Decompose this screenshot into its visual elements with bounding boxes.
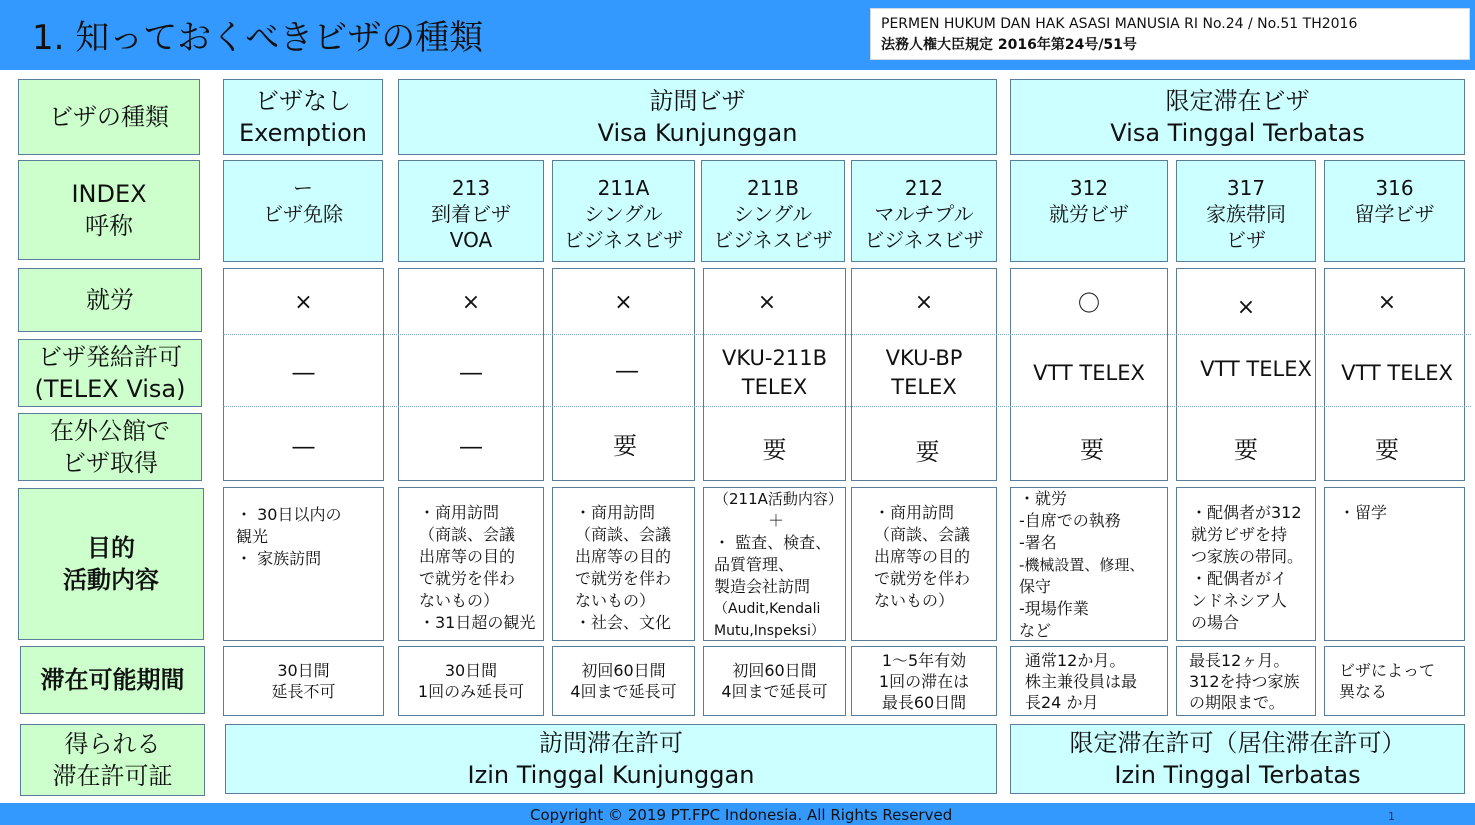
period-line: 4回まで延長可: [721, 682, 828, 701]
purpose-line: つ家族の帯同。: [1191, 547, 1304, 566]
period-line: 初回60日間: [581, 661, 666, 680]
group-limited-stay-visa: [1010, 79, 1465, 155]
purpose-line: -自席での執務: [1019, 511, 1121, 530]
row-label-index-text-2: 呼称: [85, 212, 133, 240]
index-name-2: 就労ビザ: [1049, 202, 1129, 226]
group-limited-subtitle: Visa Tinggal Terbatas: [1110, 119, 1365, 147]
period-212: [851, 646, 997, 716]
purpose-line: など: [1019, 621, 1052, 640]
purpose-213: [398, 487, 544, 641]
period-line: 1～5年有効: [881, 650, 967, 670]
permit-limited-subtitle: Izin Tinggal Terbatas: [1114, 761, 1361, 789]
telex-213: [398, 340, 544, 406]
telex-312: [1010, 340, 1168, 406]
period-line: 長24 か月: [1025, 692, 1099, 712]
purpose-line: 出席等の目的: [419, 547, 516, 566]
telex-211b-text-2: TELEX: [741, 375, 808, 399]
index-name-2: 留学ビザ: [1354, 202, 1435, 226]
index-name-1: 家族帯同: [1206, 202, 1286, 226]
period-line: 30日間: [277, 661, 330, 680]
period-211a: [552, 646, 695, 716]
purpose-line: ないもの）: [419, 591, 500, 610]
period-line: 1回の滞在は: [878, 671, 970, 691]
index-name-1: 到着ビザ: [431, 202, 511, 226]
index-code: ー: [293, 176, 313, 200]
row-label-index: [18, 160, 200, 260]
row-label-purpose: [18, 488, 204, 640]
row-label-visa-type-text: ビザの種類: [49, 103, 169, 131]
row-divider-telex: [223, 406, 1471, 407]
telex-317: [1176, 336, 1336, 402]
telex-212-text-1: VKU-BP: [885, 346, 963, 370]
regulation-box: [870, 8, 1470, 60]
permit-visit-subtitle: Izin Tinggal Kunjunggan: [467, 761, 755, 789]
period-line: ビザによって: [1339, 661, 1436, 680]
purpose-line: ・ 家族訪問: [236, 549, 322, 568]
row-label-telex-text-2: (TELEX Visa): [34, 375, 186, 403]
purpose-212: [851, 487, 997, 641]
purpose-line: 就労ビザを持: [1191, 525, 1288, 544]
regulation-line-1: PERMEN HUKUM DAN HAK ASASI MANUSIA RI No.24 / No.51 TH2016: [881, 16, 1358, 32]
index-name-1: シングル: [733, 202, 813, 226]
page-title: 1. 知っておくべきビザの種類: [32, 18, 484, 58]
telex-exempt: [223, 340, 384, 406]
purpose-line: 出席等の目的: [874, 547, 971, 566]
purpose-line: ンドネシア人: [1191, 591, 1287, 610]
embassy-317: 要: [1234, 435, 1258, 464]
permit-limited-title: 限定滞在許可（居住滞在許可）: [1069, 729, 1406, 757]
purpose-line: ・商用訪問: [575, 503, 656, 522]
purpose-line: （Audit,Kendali: [714, 601, 821, 617]
period-line: 30日間: [444, 661, 498, 680]
telex-317-text: VTT TELEX: [1200, 356, 1312, 381]
period-312: [1010, 646, 1168, 716]
purpose-line: で就労を伴わ: [874, 569, 971, 588]
group-exemption-subtitle: Exemption: [239, 119, 367, 147]
telex-212-text-2: TELEX: [891, 375, 957, 399]
purpose-line: ないもの）: [874, 591, 955, 610]
purpose-line: の場合: [1191, 613, 1240, 632]
index-code: 316: [1375, 176, 1414, 200]
index-name-2: ビジネスビザ: [563, 228, 684, 252]
purpose-line: ・ 監査、検査、: [714, 533, 832, 552]
embassy-211a: 要: [613, 431, 637, 460]
purpose-line: -機械設置、修理、: [1019, 556, 1145, 574]
purpose-line: （商談、会議: [419, 525, 516, 544]
period-line: 異なる: [1339, 682, 1388, 701]
row-label-embassy-text-1: 在外公館で: [50, 417, 170, 445]
purpose-line: ないもの）: [575, 591, 656, 610]
work-312: 〇: [1077, 291, 1100, 317]
permit-visit-title: 訪問滞在許可: [539, 729, 683, 757]
purpose-line: （211A活動内容）: [714, 490, 843, 508]
index-name-2: VOA: [449, 228, 493, 252]
index-cell-213: [398, 160, 544, 262]
period-line: の期限まで。: [1189, 692, 1285, 712]
purpose-line: ＋: [768, 511, 785, 530]
row-label-permit-text-1: 得られる: [64, 730, 161, 758]
telex-211b: [703, 340, 846, 406]
row-label-telex-text-1: ビザ発給許可: [38, 343, 182, 371]
index-code: 213: [451, 176, 491, 200]
purpose-line: ・配偶者がイ: [1191, 569, 1288, 588]
purpose-line: で就労を伴わ: [419, 569, 516, 588]
purpose-316: [1324, 487, 1465, 641]
embassy-213: ―: [460, 434, 482, 460]
group-visit-visa: [398, 79, 997, 155]
permit-visit: [225, 724, 997, 794]
purpose-211a: [552, 487, 695, 641]
purpose-line: で就労を伴わ: [575, 569, 672, 588]
purpose-line: Mutu,Inspeksi）: [714, 623, 825, 639]
period-211b: [703, 646, 846, 716]
purpose-line: 出席等の目的: [575, 547, 672, 566]
purpose-line: -現場作業: [1019, 599, 1089, 618]
work-exempt: ×: [294, 289, 313, 315]
purpose-line: ・商用訪問: [874, 503, 955, 522]
index-name-1: マルチプル: [874, 202, 974, 226]
period-317: [1176, 646, 1316, 716]
purpose-line: ・配偶者が312: [1191, 503, 1302, 522]
telex-213-text: ―: [460, 360, 482, 386]
purpose-line: 品質管理、: [714, 555, 795, 574]
purpose-exempt: [223, 487, 384, 641]
index-name-2: ビザ: [1226, 228, 1266, 252]
purpose-211b: [703, 487, 846, 641]
period-213: [398, 646, 544, 716]
purpose-line: ・31日超の観光: [419, 613, 536, 632]
embassy-316: 要: [1375, 435, 1399, 464]
embassy-211b: 要: [762, 435, 787, 464]
work-317: ×: [1236, 294, 1256, 320]
telex-exempt-text: ―: [292, 360, 315, 386]
purpose-line: 保守: [1019, 577, 1052, 596]
index-code: 211B: [747, 176, 799, 200]
group-visit-title: 訪問ビザ: [649, 87, 746, 115]
telex-211a-text: ―: [616, 358, 638, 384]
row-label-purpose-text-2: 活動内容: [63, 566, 159, 594]
purpose-line: ・社会、文化: [575, 613, 672, 632]
period-316: [1324, 646, 1465, 716]
group-exemption: [223, 79, 383, 155]
period-line: 初回60日間: [732, 661, 817, 680]
purpose-line: （商談、会議: [575, 525, 672, 544]
row-label-permit: [20, 724, 205, 796]
index-cell-211b: [701, 160, 845, 262]
row-label-embassy: [18, 413, 202, 481]
period-line: 4回まで延長可: [570, 682, 677, 701]
row-label-purpose-text-1: 目的: [87, 534, 135, 562]
row-label-visa-type: [18, 79, 200, 155]
row-label-telex: [18, 339, 202, 407]
period-exempt: [223, 646, 384, 716]
purpose-line: ・ 30日以内の: [236, 505, 342, 524]
index-cell-exempt: [223, 160, 383, 262]
index-code: 211A: [597, 176, 650, 200]
row-label-index-text-1: INDEX: [71, 180, 147, 208]
purpose-line: ・商用訪問: [419, 503, 500, 522]
telex-211a: [552, 338, 702, 404]
period-line: 1回のみ延長可: [417, 682, 525, 701]
row-label-period-text: 滞在可能期間: [40, 666, 185, 694]
copyright-text: Copyright © 2019 PT.FPC Indonesia. All Rights Reserved: [530, 806, 953, 824]
regulation-line-2: 法務人権大臣規定 2016年第24号/51号: [881, 37, 1137, 53]
purpose-312: [1010, 487, 1168, 641]
period-line: 最長12ヶ月。: [1189, 650, 1290, 670]
work-212: ×: [914, 289, 934, 315]
index-cell-211a: [552, 160, 695, 262]
work-213: ×: [461, 289, 481, 315]
purpose-line: ・留学: [1339, 503, 1388, 522]
purpose-line: 製造会社訪問: [714, 577, 811, 596]
row-label-embassy-text-2: ビザ取得: [62, 449, 158, 477]
work-211a: ×: [614, 289, 633, 315]
index-code: 317: [1226, 176, 1266, 200]
purpose-line: 観光: [236, 527, 269, 546]
index-cell-317: [1176, 160, 1316, 262]
purpose-line: （商談、会議: [874, 525, 971, 544]
period-line: 312を持つ家族: [1189, 671, 1300, 691]
period-line: 通常12か月。: [1025, 650, 1126, 670]
index-cell-316: [1324, 160, 1465, 262]
telex-316: [1324, 340, 1470, 406]
row-label-permit-text-2: 滞在許可証: [52, 762, 173, 790]
index-name-2: ビジネスビザ: [864, 228, 984, 252]
index-name-2: ビジネスビザ: [713, 228, 833, 252]
index-cell-312: [1010, 160, 1168, 262]
row-label-period: [20, 646, 205, 714]
purpose-317: [1176, 487, 1316, 641]
index-name-1: シングル: [584, 202, 663, 226]
work-211b: ×: [757, 289, 777, 315]
row-label-work: [18, 268, 202, 332]
index-code: 312: [1069, 176, 1109, 200]
purpose-line: -署名: [1019, 533, 1057, 552]
period-line: 株主兼役員は最: [1025, 671, 1138, 691]
embassy-212: 要: [915, 437, 940, 466]
telex-212: [851, 340, 997, 406]
page-number: 1: [1388, 810, 1395, 823]
embassy-exempt: ―: [292, 434, 315, 460]
period-line: 延長不可: [271, 682, 336, 701]
row-label-work-text: 就労: [86, 286, 134, 314]
group-visit-subtitle: Visa Kunjunggan: [597, 119, 798, 147]
permit-limited: [1010, 724, 1465, 794]
index-name-2: ビザ免除: [263, 202, 343, 226]
group-limited-title: 限定滞在ビザ: [1165, 87, 1310, 115]
embassy-312: 要: [1080, 435, 1104, 464]
purpose-line: ・就労: [1019, 489, 1068, 508]
index-code: 212: [904, 176, 944, 200]
period-line: 最長60日間: [881, 692, 967, 712]
telex-316-text: VTT TELEX: [1341, 360, 1453, 385]
group-exemption-title: ビザなし: [255, 87, 351, 115]
telex-211b-text-1: VKU-211B: [721, 346, 827, 370]
telex-312-text: VTT TELEX: [1033, 360, 1145, 385]
work-316: ×: [1377, 289, 1397, 315]
index-cell-212: [851, 160, 997, 262]
